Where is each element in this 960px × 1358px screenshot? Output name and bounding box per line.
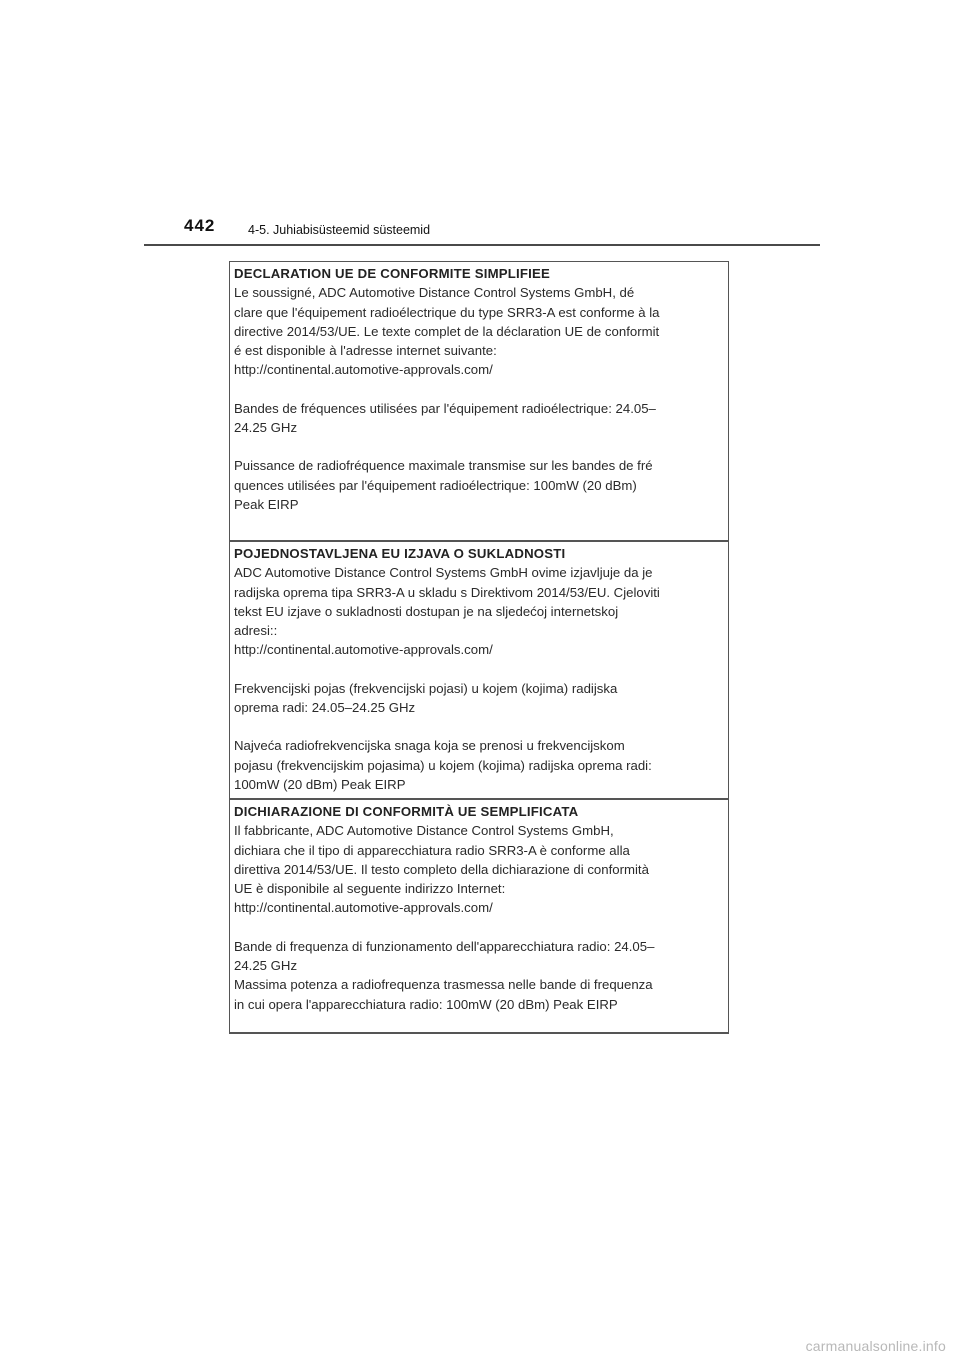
block-title: DECLARATION UE DE CONFORMITE SIMPLIFIEE (234, 266, 550, 281)
block-paragraph: Bande di frequenza di funzionamento dell'apparecchiatura radio: 24.05– 24.25 GHz Massima potenza a radiofrequenza trasmessa nelle bande di frequenza in cui opera l'apparecchiatura radio: 100mW (20 dBm) Peak EIRP (234, 938, 655, 1012)
paragraph-gap (234, 380, 726, 399)
page-number: 442 (184, 216, 216, 235)
declaration-block-italian (229, 798, 729, 1034)
block-paragraph: Bandes de fréquences utilisées par l'équipement radioélectrique: 24.05– 24.25 GHz (234, 400, 656, 436)
block-paragraph: Frekvencijski pojas (frekvencijski pojasi) u kojem (kojima) radijska oprema radi: 24.05–24.25 GHz (234, 680, 618, 716)
block-title: DICHIARAZIONE DI CONFORMITÀ UE SEMPLIFICATA (234, 804, 579, 819)
declaration-block-croatian (229, 540, 729, 798)
header-rule (144, 244, 820, 246)
paragraph-gap (234, 717, 726, 736)
block-paragraph: ADC Automotive Distance Control Systems GmbH ovime izjavljuje da je radijska oprema tipa SRR3-A u skladu s Direktivom 2014/53/EU. Cjeloviti tekst EU izjave o sukladnosti dostupan je na sljedećoj internetskoj adresi:: http://continental.automotive-approvals.com/ (234, 565, 660, 658)
section-title: 4-5. Juhiabisüsteemid süsteemid (248, 223, 431, 237)
block-paragraph: Il fabbricante, ADC Automotive Distance Control Systems GmbH, dichiara che il tipo di apparecchiatura radio SRR3-A è conforme alla direttiva 2014/53/UE. Il testo completo della dichiarazione di conformità UE è disponibile al seguente indirizzo Internet: http://continental.automotive-approvals.com/ (234, 823, 649, 916)
block-paragraph: Najveća radiofrekvencijska snaga koja se prenosi u frekvencijskom pojasu (frekvencijskim pojasima) u kojem (kojima) radijska oprema radi: 100mW (20 dBm) Peak EIRP (234, 738, 652, 792)
paragraph-gap (234, 660, 726, 679)
page-header (144, 216, 820, 246)
paragraph-gap (234, 918, 726, 937)
watermark: carmanualsonline.info (805, 1338, 946, 1354)
block-paragraph: Le soussigné, ADC Automotive Distance Control Systems GmbH, dé clare que l'équipement radioélectrique du type SRR3-A est conforme à la directive 2014/53/UE. Le texte complet de la déclaration UE de conformit é est disponible à l'adresse internet suivante: http://continental.automotive-approvals.com/ (234, 285, 660, 378)
paragraph-gap (234, 437, 726, 456)
block-paragraph: Puissance de radiofréquence maximale transmise sur les bandes de fré quences utilisées par l'équipement radioélectrique: 100mW (20 dBm) Peak EIRP (234, 458, 653, 512)
declaration-table (229, 261, 729, 1034)
declaration-block-french (229, 261, 729, 540)
block-title: POJEDNOSTAVLJENA EU IZJAVA O SUKLADNOSTI (234, 546, 566, 561)
